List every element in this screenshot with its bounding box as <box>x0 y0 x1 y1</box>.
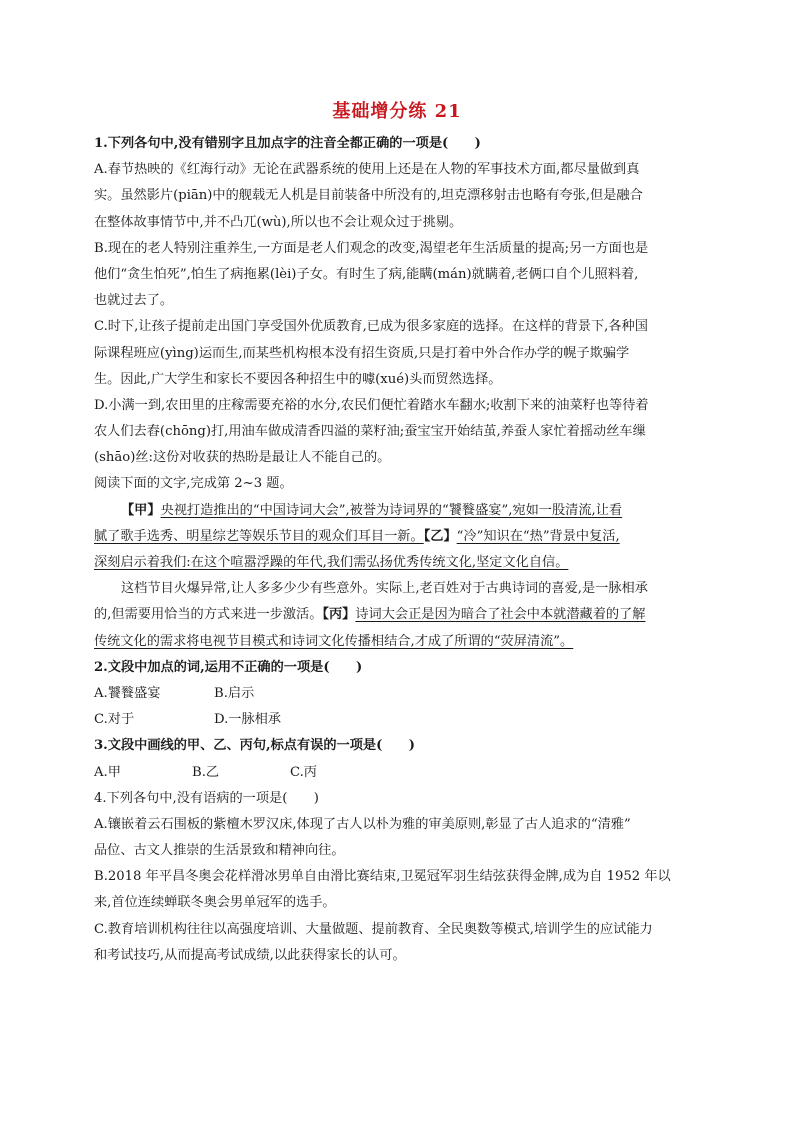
sentence-jia-underlined: 央视打造推出的“中国诗词大会”,被誉为诗词界的“饕餮盛宴”,宛如一股清流,让看 <box>160 502 623 518</box>
q4-option-b-line-2: 来,首位连续蝉联冬奥会男单冠军的选手。 <box>94 895 336 911</box>
q2-option-a: A.饕餮盛宴 <box>94 685 161 701</box>
q2-option-c: C.对于 <box>94 712 135 728</box>
q2-option-d: D.一脉相承 <box>214 712 282 728</box>
document-body <box>94 131 700 969</box>
question-4-stem: 4.下列各句中,没有语病的一项是( ) <box>94 790 319 806</box>
q4-option-a-line-1: A.镶嵌着云石围板的紫檀木罗汉床,体现了古人以朴为雅的审美原则,彰显了古人追求的“清雅” <box>94 816 631 832</box>
q4-option-c-line-1: C.教育培训机构往往以高强度培训、大量做题、提前教育、全民奥数等模式,培训学生的应试能力 <box>94 921 653 937</box>
question-1-stem: 1.下列各句中,没有错别字且加点字的注音全都正确的一项是( ) <box>94 136 481 151</box>
q3-option-c: C.丙 <box>290 764 317 780</box>
q3-options-row <box>94 760 700 786</box>
q1-option-b-line-1: B.现在的老人特别注重养生,一方面是老人们观念的改变,渴望老年生活质量的提高;另一方面也是 <box>94 240 649 256</box>
q3-option-a: A.甲 <box>94 764 121 780</box>
question-3-stem: 3.文段中画线的甲、乙、丙句,标点有误的一项是( ) <box>94 738 415 754</box>
q1-option-b-line-3: 也就过去了。 <box>94 293 174 309</box>
q1-option-a-line-2: 实。虽然影片(piān)中的舰载无人机是目前装备中所没有的,坦克漂移射击也略有夸张,但是融合 <box>94 188 643 204</box>
reading-instruction: 阅读下面的文字,完成第 2~3 题。 <box>94 476 293 492</box>
q1-option-d-line-1: D.小满一到,农田里的庄稼需要充裕的水分,农民们便忙着踏水车翻水;收割下来的油菜籽也等待着 <box>94 397 649 413</box>
q4-option-c-line-2: 和考试技巧,从而提高考试成绩,以此获得家长的认可。 <box>94 947 406 963</box>
passage-p1-line-2 <box>94 524 700 550</box>
passage-p2-line-3 <box>94 629 700 655</box>
sentence-tag-jia: 【甲】 <box>121 502 161 518</box>
q1-option-a-line-1: A.春节热映的《红海行动》无论在武器系统的使用上还是在人物的军事技术方面,都尽量做到真 <box>94 162 640 178</box>
q1-option-c-line-1: C.时下,让孩子提前走出国门享受国外优质教育,已成为很多家庭的选择。在这样的背景下,各种国 <box>94 319 648 335</box>
sentence-yi-underlined-cont: 深刻启示着我们:在这个喧嚣浮躁的年代,我们需弘扬优秀传统文化,坚定文化自信。 <box>94 555 569 570</box>
q2-options-row-1 <box>94 681 700 707</box>
q2-option-b: B.启示 <box>214 685 255 701</box>
question-2-stem: 2.文段中加点的词,运用不正确的一项是( ) <box>94 659 363 675</box>
page-title: 基础增分练 21 <box>332 101 462 122</box>
q1-option-c-line-3: 生。因此,广大学生和家长不要因各种招生中的噱(xué)头而贸然选择。 <box>94 371 502 387</box>
q2-options-row-2 <box>94 707 700 733</box>
sentence-yi-underlined: “冷”知识在“热”背景中复活, <box>456 528 620 544</box>
passage-p2-line-2 <box>94 602 700 628</box>
q3-option-b: B.乙 <box>192 764 220 780</box>
passage-p2-line-1: 这档节目火爆异常,让人多多少少有些意外。实际上,老百姓对于古典诗词的喜爱,是一脉相承 <box>121 581 648 597</box>
sentence-bing-underlined: 诗词大会正是因为暗合了社会中本就潜藏着的了解 <box>355 607 646 623</box>
q1-option-d-line-3: (shāo)丝:这份对收获的热盼是最让人不能自己的。 <box>94 450 391 466</box>
sentence-tag-yi: 【乙】 <box>423 528 457 544</box>
q4-option-b-line-1: B.2018 年平昌冬奥会花样滑冰男单自由滑比赛结束,卫冕冠军羽生结弦获得金牌,成为自 1952 年以 <box>94 869 671 885</box>
q1-option-b-line-2: 他们“贪生怕死”,怕生了病拖累(lèi)子女。有时生了病,能瞒(mán)就瞒着,老俩口自个儿照料着, <box>94 266 639 282</box>
sentence-bing-underlined-cont: 传统文化的需求将电视节目模式和诗词文化传播相结合,才成了所谓的“荧屏清流”。 <box>94 633 574 649</box>
q1-option-d-line-2: 农人们去舂(chōng)打,用油车做成清香四溢的菜籽油;蚕宝宝开始结茧,养蚕人家忙着摇动丝车缫 <box>94 424 646 440</box>
sentence-tag-bing: 【丙】 <box>322 607 356 623</box>
passage-p2-text: 的,但需要用恰当的方式来进一步激活。 <box>94 607 323 623</box>
q1-option-a-line-3: 在整体故事情节中,并不凸兀(wù),所以也不会让观众过于挑剔。 <box>94 214 463 230</box>
q1-option-c-line-2: 际课程班应(yìng)运而生,而某些机构根本没有招生资质,只是打着中外合作办学的幌子欺骗学 <box>94 345 630 361</box>
passage-p1-line-3 <box>94 550 700 576</box>
passage-p1-line-1 <box>94 498 700 524</box>
sentence-jia-underlined-cont: 腻了歌手选秀、明星综艺等娱乐节目的观众们耳目一新。 <box>94 528 424 544</box>
q4-option-a-line-2: 品位、古文人推崇的生活景致和精神向往。 <box>94 843 345 859</box>
